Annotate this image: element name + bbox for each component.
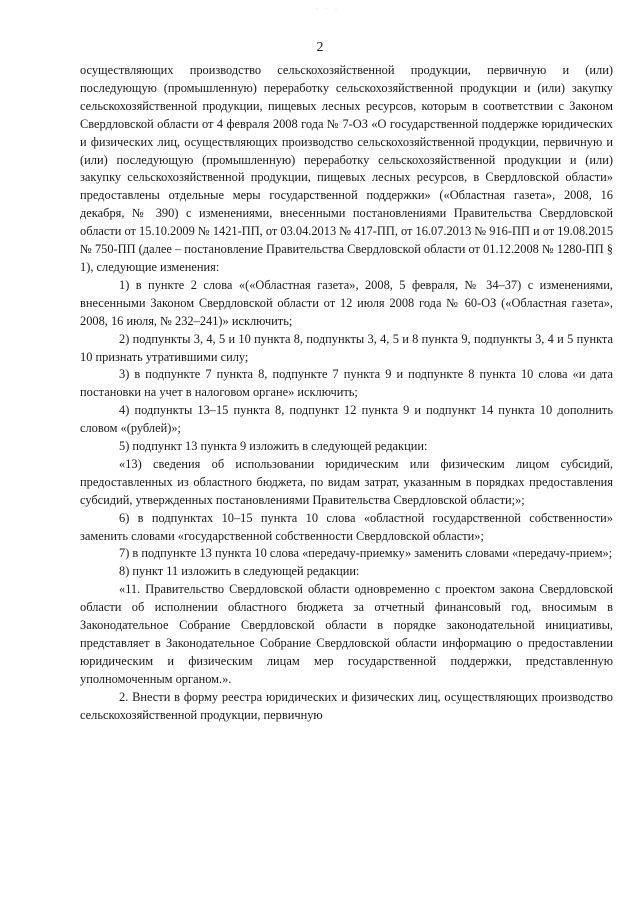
scan-artifact: · · ·	[316, 6, 340, 12]
paragraph-item-7: 7) в подпункте 13 пункта 10 слова «передачу-приемку» заменить словами «передачу-прием»;	[119, 546, 613, 561]
page-number: 2	[316, 40, 324, 55]
paragraph-item-8-quote: «11. Правительство Свердловской области одновременно с проектом закона Свердловской области об исполнении областного бюджета за отчетный финансовый год, вносимым в Законодательное Собрание Свердловской области в порядке законодательной инициативы, представляет в Законодательное Собрание Свердловской области информацию о предоставлении юридическим и физическим лицам мер государственной поддержки, представленную уполномоченным органом.».	[80, 582, 613, 686]
paragraph-item-6: 6) в подпунктах 10–15 пункта 10 слова «областной государственной собственности» заменить словами «государственной собственности Свердловской области»;	[80, 510, 613, 543]
paragraph-item-5-quote: «13) сведения об использовании юридическим или физическим лицом субсидий, предоставленных из областного бюджета, по видам затрат, указанным в порядках предоставления субсидий, утвержденных постановлениями Правительства Свердловской области;»;	[80, 456, 613, 507]
paragraph-section-2: 2. Внести в форму реестра юридических и физических лиц, осуществляющих производство сельскохозяйственной продукции, первичную	[80, 689, 613, 722]
paragraph-item-4: 4) подпункты 13–15 пункта 8, подпункт 12 пункта 9 и подпункт 14 пункта 10 дополнить словом «(рублей)»;	[80, 403, 613, 436]
paragraph-item-3: 3) в подпункте 7 пункта 8, подпункте 7 пункта 9 и подпункте 8 пункта 10 слова «и дата постановки на учет в налоговом органе» исключить;	[80, 367, 613, 400]
paragraph-item-2: 2) подпункты 3, 4, 5 и 10 пункта 8, подпункты 3, 4, 5 и 8 пункта 9, подпункты 3, 4 и 5 пункта 10 признать утратившими силу;	[80, 331, 613, 364]
paragraph-item-5: 5) подпункт 13 пункта 9 изложить в следующей редакции:	[119, 439, 428, 454]
paragraph-intro-continuation: осуществляющих производство сельскохозяйственной продукции, первичную и (или) последующую (промышленную) переработку сельскохозяйственной продукции и (или) закупку сельскохозяйственной продукции, пищевых лесных ресурсов, которым в соответствии с Законом Свердловской области от 4 февраля 2008 года № 7-ОЗ «О государственной поддержке юридических и физических лиц, осуществляющих производство сельскохозяйственной продукции, первичную и (или) последующую (промышленную) переработку сельскохозяйственной продукции и (или) закупку сельскохозяйственной продукции, пищевых лесных ресурсов, в Свердловской области» предоставлены отдельные меры государственной поддержки» («Областная газета», 2008, 16 декабря, № 390) с изменениями, внесенными постановлениями Правительства Свердловской области от 15.10.2009 № 1421-ПП, от 03.04.2013 № 417-ПП, от 16.07.2013 № 916-ПП и от 19.08.2015 № 750-ПП (далее – постановление Правительства Свердловской области от 01.12.2008 № 1280-ПП § 1), следующие изменения:	[80, 63, 614, 274]
paragraph-item-8: 8) пункт 11 изложить в следующей редакции:	[119, 564, 360, 579]
paragraph-item-1: 1) в пункте 2 слова «(«Областная газета», 2008, 5 февраля, № 34–37) с изменениями, внесенными Законом Свердловской области от 12 июля 2008 года № 60-ОЗ («Областная газета», 2008, 16 июля, № 232–241)» исключить;	[80, 277, 613, 328]
document-body	[80, 62, 613, 725]
